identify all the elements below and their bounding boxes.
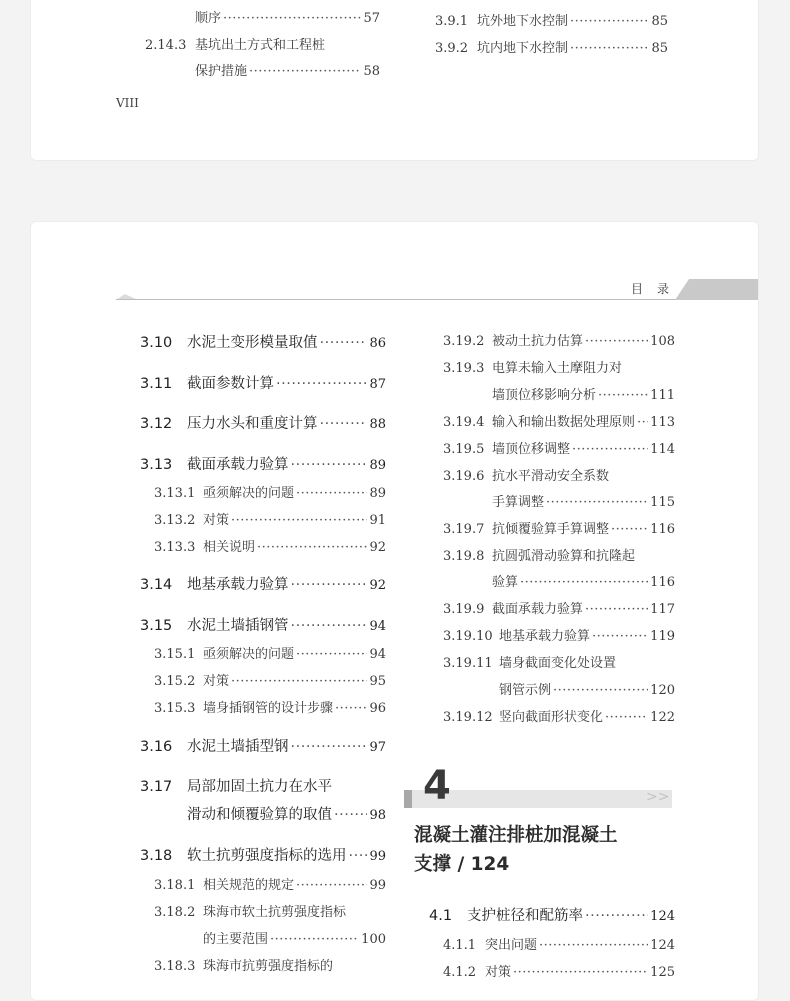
toc-entry-page: 119 xyxy=(650,629,675,644)
toc-entry[interactable] xyxy=(195,63,380,81)
toc-entry[interactable] xyxy=(492,494,675,512)
toc-entry-number: 3.15.3 xyxy=(154,701,196,716)
toc-entry-title: 抗倾覆验算手算调整 xyxy=(492,522,610,537)
header-rule xyxy=(116,299,676,300)
toc-entry[interactable] xyxy=(429,906,675,927)
toc-entry-page: 57 xyxy=(363,11,380,26)
toc-entry-title: 抗水平滑动安全系数 xyxy=(492,469,610,484)
toc-entry-title: 水泥土墙插型钢 xyxy=(187,739,289,755)
toc-entry[interactable] xyxy=(443,964,675,982)
toc-entry[interactable] xyxy=(435,40,668,58)
toc-entry-number: 3.9.2 xyxy=(435,41,469,56)
chapter-bar-stub xyxy=(404,790,412,808)
toc-entry-page: 94 xyxy=(369,619,386,634)
toc-entry-number: 3.10 xyxy=(140,335,173,351)
toc-entry-title: 被动土抗力估算 xyxy=(492,334,584,349)
toc-entry-title: 输入和输出数据处理原则 xyxy=(492,415,636,430)
toc-entry[interactable] xyxy=(140,616,386,637)
toc-entry-number: 3.19.10 xyxy=(443,629,493,644)
toc-entry-title: 截面参数计算 xyxy=(187,376,274,392)
toc-entry-number: 3.19.9 xyxy=(443,602,485,617)
toc-entry-title: 压力水头和重度计算 xyxy=(187,416,318,432)
toc-entry[interactable] xyxy=(443,360,622,378)
toc-entry-title: 竖向截面形状变化 xyxy=(499,710,604,725)
header-tab xyxy=(675,279,759,300)
chapter-title[interactable] xyxy=(414,821,618,879)
toc-entry-title: 珠海市软土抗剪强度指标 xyxy=(203,905,347,920)
toc-entry-title: 截面承载力验算 xyxy=(492,602,584,617)
toc-entry-number: 3.13.1 xyxy=(154,486,196,501)
toc-entry[interactable] xyxy=(443,414,675,432)
toc-entry-title: 相关规范的规定 xyxy=(203,878,295,893)
toc-entry-title: 亟须解决的问题 xyxy=(203,486,295,501)
toc-entry[interactable] xyxy=(154,673,386,691)
toc-entry[interactable] xyxy=(154,539,386,557)
toc-entry-number: 4.1.2 xyxy=(443,965,477,980)
toc-entry-title: 软土抗剪强度指标的选用 xyxy=(187,848,347,864)
toc-entry[interactable] xyxy=(443,937,675,955)
toc-entry-number: 3.13.3 xyxy=(154,540,196,555)
toc-entry[interactable] xyxy=(492,574,675,592)
toc-entry-title: 钢管示例 xyxy=(499,683,552,698)
toc-entry-title: 截面承载力验算 xyxy=(187,457,289,473)
toc-entry[interactable] xyxy=(499,682,675,700)
toc-entry[interactable] xyxy=(154,485,386,503)
toc-page-top xyxy=(30,0,759,161)
toc-entry-page: 88 xyxy=(369,417,386,432)
toc-entry[interactable] xyxy=(195,10,380,28)
toc-entry-page: 94 xyxy=(369,647,386,662)
toc-entry-title: 电算未输入土摩阻力对 xyxy=(492,361,623,376)
chapter-number: 4 xyxy=(423,763,451,809)
toc-entry-number: 3.18.2 xyxy=(154,905,196,920)
toc-entry-number: 3.19.6 xyxy=(443,469,485,484)
toc-entry-page: 114 xyxy=(650,442,675,457)
toc-entry-page: 124 xyxy=(650,909,675,924)
toc-entry[interactable] xyxy=(140,575,386,596)
toc-entry-page: 122 xyxy=(650,710,675,725)
toc-entry-title: 坑外地下水控制 xyxy=(477,14,569,29)
toc-entry-title: 对策 xyxy=(485,965,512,980)
toc-entry-title: 墙顶位移影响分析 xyxy=(492,388,597,403)
toc-entry-page: 97 xyxy=(369,740,386,755)
toc-entry-title: 墙身插钢管的设计步骤 xyxy=(203,701,334,716)
toc-entry-number: 3.15.1 xyxy=(154,647,196,662)
toc-entry-title: 水泥土变形模量取值 xyxy=(187,335,318,351)
toc-entry-title: 珠海市抗剪强度指标的 xyxy=(203,959,334,974)
toc-entry-page: 89 xyxy=(369,458,386,473)
toc-entry-number: 4.1.1 xyxy=(443,938,477,953)
toc-entry[interactable] xyxy=(154,700,386,718)
toc-entry[interactable] xyxy=(443,601,675,619)
toc-entry-number: 3.18 xyxy=(140,848,173,864)
toc-entry[interactable] xyxy=(443,441,675,459)
toc-entry[interactable] xyxy=(140,777,332,797)
toc-entry-number: 3.14 xyxy=(140,577,173,593)
toc-entry[interactable] xyxy=(435,13,668,31)
toc-entry[interactable] xyxy=(154,904,346,922)
toc-entry[interactable] xyxy=(187,805,386,826)
toc-entry-title: 抗圆弧滑动验算和抗隆起 xyxy=(492,549,636,564)
toc-entry-number: 3.12 xyxy=(140,416,173,432)
toc-entry[interactable] xyxy=(443,709,675,727)
page-number-roman: VIII xyxy=(116,96,139,110)
toc-entry-number: 4.1 xyxy=(429,908,453,924)
toc-entry-page: 98 xyxy=(369,808,386,823)
toc-entry-page: 87 xyxy=(369,377,386,392)
toc-entry-page: 58 xyxy=(363,64,380,79)
toc-entry-number: 3.19.4 xyxy=(443,415,485,430)
toc-entry-number: 3.19.8 xyxy=(443,549,485,564)
toc-entry-page: 89 xyxy=(369,486,386,501)
toc-entry[interactable] xyxy=(154,958,333,976)
toc-entry-page: 125 xyxy=(650,965,675,980)
toc-entry-title: 对策 xyxy=(203,674,230,689)
toc-entry-page: 120 xyxy=(650,683,675,698)
toc-entry-title: 手算调整 xyxy=(492,495,545,510)
toc-entry[interactable] xyxy=(140,455,386,476)
toc-entry-page: 116 xyxy=(650,575,675,590)
toc-entry-title: 地基承载力验算 xyxy=(187,577,289,593)
toc-entry-title: 支护桩径和配筋率 xyxy=(467,908,583,924)
toc-entry-title: 对策 xyxy=(203,513,230,528)
toc-entry[interactable] xyxy=(443,521,675,539)
toc-entry-title: 基坑出土方式和工程桩 xyxy=(195,38,326,53)
toc-entry-number: 3.11 xyxy=(140,376,173,392)
toc-entry-page: 92 xyxy=(369,578,386,593)
toc-entry[interactable] xyxy=(154,512,386,530)
toc-entry-title: 墙身截面变化处设置 xyxy=(499,656,617,671)
toc-entry-page: 124 xyxy=(650,938,675,953)
toc-entry-page: 117 xyxy=(650,602,675,617)
toc-entry[interactable] xyxy=(145,37,325,55)
toc-entry-page: 99 xyxy=(369,878,386,893)
toc-entry-title: 滑动和倾覆验算的取值 xyxy=(187,807,332,823)
toc-entry-page: 86 xyxy=(369,336,386,351)
toc-page xyxy=(30,221,759,1001)
toc-entry[interactable] xyxy=(492,387,675,405)
toc-entry-title: 亟须解决的问题 xyxy=(203,647,295,662)
running-header: 目录 xyxy=(631,282,684,296)
toc-entry-page: 115 xyxy=(650,495,675,510)
toc-entry-title: 墙顶位移调整 xyxy=(492,442,571,457)
toc-entry[interactable] xyxy=(443,333,675,351)
toc-entry-page: 96 xyxy=(369,701,386,716)
toc-entry-page: 116 xyxy=(650,522,675,537)
toc-entry[interactable] xyxy=(443,628,675,646)
toc-entry-number: 3.19.2 xyxy=(443,334,485,349)
toc-entry-number: 3.19.3 xyxy=(443,361,485,376)
toc-entry-number: 3.13.2 xyxy=(154,513,196,528)
toc-entry-page: 85 xyxy=(651,41,668,56)
toc-entry-title: 地基承载力验算 xyxy=(499,629,591,644)
toc-entry-page: 113 xyxy=(650,415,675,430)
toc-entry-title: 坑内地下水控制 xyxy=(477,41,569,56)
toc-entry-number: 3.19.12 xyxy=(443,710,493,725)
toc-entry-number: 3.16 xyxy=(140,739,173,755)
toc-entry[interactable] xyxy=(203,931,386,949)
toc-entry-page: 95 xyxy=(369,674,386,689)
toc-entry-page: 99 xyxy=(369,849,386,864)
toc-entry-number: 3.19.7 xyxy=(443,522,485,537)
toc-entry-title: 局部加固土抗力在水平 xyxy=(187,779,332,795)
toc-entry-number: 3.18.3 xyxy=(154,959,196,974)
toc-entry-page: 100 xyxy=(361,932,386,947)
toc-entry-number: 3.15.2 xyxy=(154,674,196,689)
toc-entry-page: 92 xyxy=(369,540,386,555)
toc-entry[interactable] xyxy=(140,333,386,354)
toc-entry[interactable] xyxy=(140,414,386,435)
toc-entry-number: 3.9.1 xyxy=(435,14,469,29)
toc-entry-title: 突出问题 xyxy=(485,938,538,953)
toc-entry-number: 3.15 xyxy=(140,618,173,634)
toc-entry-title: 保护措施 xyxy=(195,64,248,79)
toc-entry-title: 的主要范围 xyxy=(203,932,269,947)
toc-entry-number: 3.13 xyxy=(140,457,173,473)
toc-entry-number: 3.19.11 xyxy=(443,656,493,671)
toc-entry-title: 相关说明 xyxy=(203,540,256,555)
toc-entry-number: 3.17 xyxy=(140,779,173,795)
toc-entry-number: 3.18.1 xyxy=(154,878,196,893)
chevron-right-icon: >> xyxy=(646,789,670,805)
toc-entry[interactable] xyxy=(443,655,616,673)
toc-entry[interactable] xyxy=(443,548,635,566)
chapter-title-line: 混凝土灌注排桩加混凝土 xyxy=(414,825,618,846)
toc-entry[interactable] xyxy=(154,646,386,664)
toc-entry-page: 108 xyxy=(650,334,675,349)
chapter-title-line: 支撑 / 124 xyxy=(414,854,510,875)
toc-entry[interactable] xyxy=(443,468,609,486)
toc-entry-number: 2.14.3 xyxy=(145,38,187,53)
toc-entry[interactable] xyxy=(154,877,386,895)
toc-entry-number: 3.19.5 xyxy=(443,442,485,457)
toc-entry[interactable] xyxy=(140,846,386,867)
toc-entry-page: 85 xyxy=(651,14,668,29)
toc-entry-title: 水泥土墙插钢管 xyxy=(187,618,289,634)
toc-entry-title: 顺序 xyxy=(195,11,222,26)
toc-entry-page: 111 xyxy=(650,388,675,403)
toc-entry-page: 91 xyxy=(369,513,386,528)
toc-entry-title: 验算 xyxy=(492,575,519,590)
toc-entry[interactable] xyxy=(140,737,386,758)
toc-entry[interactable] xyxy=(140,374,386,395)
